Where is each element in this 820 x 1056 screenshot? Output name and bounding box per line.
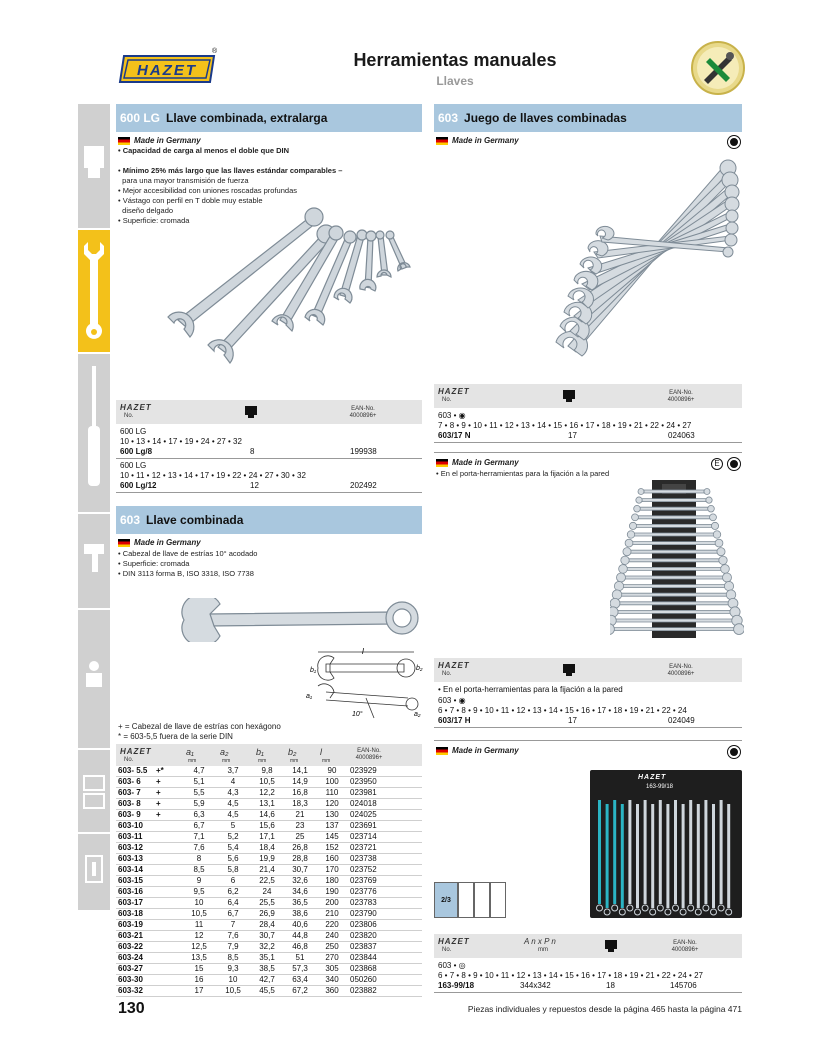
- table-row: 603/17 H 17 024049: [434, 716, 742, 728]
- table-row: 603-18 10,5 6,7 26,9 38,6 210 023790: [116, 909, 422, 920]
- table-row: 603- 6 + 5,1 4 10,5 14,9 100 023950: [116, 777, 422, 788]
- tray-fraction-indicator: 2/3: [434, 882, 506, 918]
- section-header-600lg: [116, 104, 422, 132]
- combination-wrench-image: [180, 598, 422, 642]
- sidebar-tab-screwdrivers[interactable]: [78, 354, 110, 514]
- table-row: 603-16 9,5 6,2 24 34,6 190 023776: [116, 887, 422, 898]
- row-600lg12-line2: 10 • 11 • 12 • 13 • 14 • 17 • 19 • 22 • 24 • 27 • 30 • 32: [120, 471, 306, 480]
- page-number: 130: [118, 1000, 145, 1017]
- registered-mark: ®: [212, 48, 218, 55]
- table-row: 603-24 13,5 8,5 35,1 51 270 023844: [116, 953, 422, 964]
- footer-note: Piezas individuales y repuestos desde la página 465 hasta la página 471: [467, 1004, 742, 1014]
- table-row: 603-10 6,7 5 15,6 23 137 023691: [116, 821, 422, 832]
- section-header-603: 603 Llave combinada: [116, 506, 422, 534]
- info-icon: [82, 854, 106, 884]
- category-sidebar: [78, 104, 110, 910]
- table-row: 603-12 7,6 5,4 18,4 26,8 152 023721: [116, 843, 422, 854]
- set-badge-icon: [728, 746, 740, 758]
- socket-icon: [82, 144, 106, 184]
- wall-holder-image: [610, 476, 744, 642]
- section-code: 600 LG: [120, 111, 161, 125]
- section-header-603-set: 603 Juego de llaves combinadas: [434, 104, 742, 132]
- section-name: Llave combinada, extralarga: [166, 111, 328, 125]
- page-title: Herramientas manuales: [353, 50, 557, 70]
- wrench-set-image: [160, 205, 420, 375]
- feature-list: • Cabezal de llave de estrías 10° acodado • Superficie: cromada • DIN 3113 forma B, ISO 3318, ISO 7738: [118, 549, 258, 578]
- feature-list: • En el porta-herramientas para la fijación a la pared: [436, 469, 610, 478]
- germany-flag-icon: [436, 459, 448, 467]
- screwdriver-icon: [82, 364, 106, 504]
- table-603: [116, 744, 422, 997]
- table-600lg: [116, 400, 422, 493]
- made-in-germany: Made in Germany: [436, 746, 519, 755]
- tool-tray-image: HAZET 163-99/18: [590, 770, 742, 918]
- worker-icon: [82, 660, 106, 690]
- table-header: HAZET No. EAN-No. 4000896+: [434, 658, 742, 682]
- table-row: 603- 7 + 5,5 4,3 12,2 16,8 110 023981: [116, 788, 422, 799]
- table-row: 603-30 16 10 42,7 63,4 340 050260: [116, 975, 422, 986]
- quantity-icon: [244, 405, 258, 419]
- svg-text:b₂: b₂: [416, 665, 423, 672]
- table-header: HAZET No. EAN-No. 4000896+: [116, 400, 422, 424]
- svg-text:b₁: b₁: [310, 667, 317, 674]
- table-row: 603-17 10 6,4 25,5 36,5 200 023783: [116, 898, 422, 909]
- quantity-icon: [604, 939, 618, 953]
- table-163-99-18: HAZET No. A n x P n mm EAN-No. 4000896+ 603 • ◎ 6 • 7 • 8 • 9 • 10 • 11 • 12 • 13 • 14 • 15 • 16 • 17 • 18 • 19 • 21 • 22 • 24 • 27 163-99/18 344x342 18 145706: [434, 934, 742, 993]
- row-600lg8-line1: 600 LG: [120, 427, 147, 436]
- set-badge-icon: [728, 458, 740, 470]
- table-row: 603/17 N 17 024063: [434, 431, 742, 443]
- made-in-germany: Made in Germany: [436, 136, 519, 145]
- made-in-germany: Made in Germany: [436, 458, 519, 467]
- row-600lg8-line2: 10 • 13 • 14 • 17 • 19 • 24 • 27 • 32: [120, 437, 242, 446]
- svg-text:l: l: [362, 647, 364, 656]
- row-600lg12-line1: 600 LG: [120, 461, 147, 470]
- germany-flag-icon: [436, 137, 448, 145]
- table-603-17h: HAZET No. EAN-No. 4000896+ • En el porta-herramientas para la fijación a la pared 603 • ◉ 6 • 7 • 8 • 9 • 10 • 11 • 12 • 13 • 14 • 15 • 16 • 17 • 18 • 19 • 21 • 22 • 24 603/17 H 17 024049: [434, 658, 742, 728]
- table-row: 603-19 11 7 28,4 40,6 220 023806: [116, 920, 422, 931]
- svg-text:a₂: a₂: [414, 711, 421, 718]
- table-header: HAZET No. A n x P n mm EAN-No. 4000896+: [434, 934, 742, 958]
- wrench-icon: [82, 240, 106, 344]
- svg-text:HAZET: HAZET: [137, 62, 197, 79]
- sidebar-tab-sockets[interactable]: [78, 104, 110, 230]
- set-badge-icon: [728, 136, 740, 148]
- sidebar-tab-info[interactable]: [78, 834, 110, 910]
- table-row: 603- 8 + 5,9 4,5 13,1 18,3 120 024018: [116, 799, 422, 810]
- table-603-17n: HAZET No. EAN-No. 4000896+ 603 • ◉ 7 • 8 • 9 • 10 • 11 • 12 • 13 • 14 • 15 • 16 • 17 • 18 • 19 • 21 • 22 • 24 • 27 603/17 N 17 024063: [434, 384, 742, 443]
- table-row: 603-14 8,5 5,8 21,4 30,7 170 023752: [116, 865, 422, 876]
- table-row: 603-27 15 9,3 38,5 57,3 305 023868: [116, 964, 422, 975]
- germany-flag-icon: [436, 747, 448, 755]
- divider: [434, 740, 742, 741]
- sidebar-tab-workshop[interactable]: [78, 610, 110, 750]
- svg-text:10°: 10°: [352, 711, 363, 718]
- storage-icon: [82, 774, 106, 810]
- wrench-set-fan-image: [548, 156, 742, 366]
- table-row: 600 Lg/12 12 202492: [116, 481, 422, 493]
- size-table: [116, 766, 422, 997]
- sidebar-tab-wrenches[interactable]: [78, 230, 110, 354]
- table-row: 603- 9 + 6,3 4,5 14,6 21 130 024025: [116, 810, 422, 821]
- table-row: 603-11 7,1 5,2 17,1 25 145 023714: [116, 832, 422, 843]
- sidebar-tab-power-tools[interactable]: [78, 514, 110, 610]
- table-row: 600 Lg/8 8 199938: [116, 447, 422, 459]
- svg-text:a₁: a₁: [306, 693, 313, 700]
- germany-flag-icon: [118, 137, 130, 145]
- quantity-icon: [562, 389, 576, 403]
- tray-wrenches-icon: [590, 770, 742, 918]
- feature-list: • Capacidad de carga al menos el doble que DIN • Mínimo 25% más largo que las llaves estándar comparables – para una mayor transmisión de fuerza • Mejor accesibilidad con uniones roscadas profundas • Vástago con perfil en T doble muy estable diseño delgado • Superficie: cromada: [118, 146, 343, 225]
- table-row: 603-21 12 7,6 30,7 44,8 240 023820: [116, 931, 422, 942]
- table-row: 603-22 12,5 7,9 32,2 46,8 250 023837: [116, 942, 422, 953]
- page-subtitle: Llaves: [436, 74, 474, 88]
- tools-badge-icon: [690, 40, 746, 96]
- divider: [434, 452, 742, 453]
- table-row: 603-13 8 5,6 19,9 28,8 160 023738: [116, 854, 422, 865]
- made-in-germany: Made in Germany: [118, 136, 201, 145]
- table-row: 603-15 9 6 22,5 32,6 180 023769: [116, 876, 422, 887]
- sidebar-tab-storage[interactable]: [78, 750, 110, 834]
- notes: + = Cabezal de llave de estrías con hexágono * = 603-5,5 fuera de la serie DIN: [118, 722, 281, 741]
- dimension-diagram: [296, 646, 426, 726]
- table-row: 163-99/18 344x342 18 145706: [434, 981, 742, 993]
- table-header: HAZET No. EAN-No. 4000896+: [434, 384, 742, 408]
- hazet-logo: [118, 54, 216, 84]
- table-header: HAZET No. a₁ a₂ b₁ b₂ l mm mm mm mm mm EAN-No. 4000896+: [116, 744, 422, 766]
- germany-flag-icon: [118, 539, 130, 547]
- drill-icon: [82, 538, 106, 578]
- table-row: 603-32 17 10,5 45,5 67,2 360 023882: [116, 986, 422, 997]
- table-row: 603- 5.5 +* 4,7 3,7 9,8 14,1 90 023929: [116, 766, 422, 777]
- made-in-germany: Made in Germany: [118, 538, 201, 547]
- e-badge: E: [711, 458, 723, 470]
- quantity-icon: [562, 663, 576, 677]
